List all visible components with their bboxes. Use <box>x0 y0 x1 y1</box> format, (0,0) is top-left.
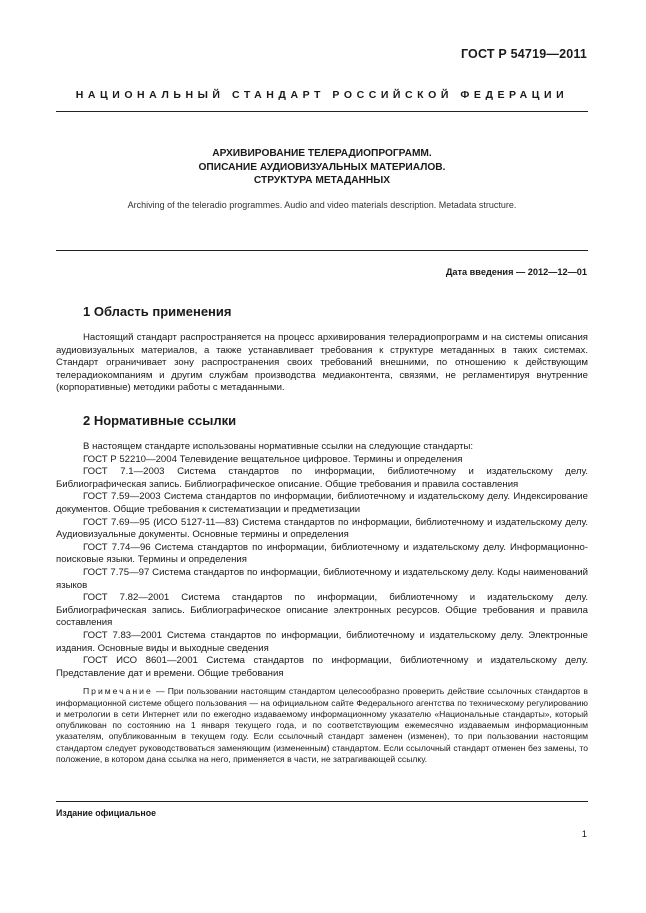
document-code: ГОСТ Р 54719—2011 <box>460 47 587 61</box>
reference-item: ГОСТ 7.1—2003 Система стандартов по информации, библиотечному и издательскому делу. Библиографическая запись. Библиографическое описание. Общие требования и правила составления <box>56 466 588 490</box>
footer-rule <box>56 801 588 802</box>
reference-item: ГОСТ 7.82—2001 Система стандартов по информации, библиотечному и издательскому делу. Библиографическая запись. Библиографическое описание электронных ресурсов. Общие требования и правила составления <box>56 592 588 629</box>
official-edition-label: Издание официальное <box>56 808 156 818</box>
document-title <box>56 147 588 188</box>
reference-item: ГОСТ Р 52210—2004 Телевидение вещательное цифровое. Термины и определения <box>83 453 463 465</box>
reference-item: ГОСТ 7.59—2003 Система стандартов по информации, библиотечному и издательскому делу. Индексирование документов. Общие требования к систематизации и предметизации <box>56 491 588 515</box>
reference-item: ГОСТ 7.69—95 (ИСО 5127-11—83) Система стандартов по информации, библиотечному и издательскому делу. Аудиовизуальные документы. Основные термины и определения <box>56 516 588 541</box>
reference-item: В настоящем стандарте использованы нормативные ссылки на следующие стандарты: <box>83 441 474 452</box>
note-label: Примечание <box>83 686 153 697</box>
note-text: — При пользовании настоящим стандартом целесообразно проверить действие ссылочных стандартов в информационной системе общего пользования — на официальном сайте Федерального агентства по техническому регулированию и метрологии в сети Интернет или по ежегодно издаваемому информационному указателю «Национальные стандарты», который опубликован по состоянию на 1 января текущего года, и по соответствующим ежемесячно издаваемым информационным указателям, опубликованным в текущем году. Если ссылочный стандарт заменен (изменен), то при пользовании настоящим стандартом следует руководствоваться заменяющим (измененным) стандартом. Если ссылочный стандарт отменен без замены, то положение, в котором дана ссылка на него, применяется в части, не затрагивающей ссылку. <box>56 686 588 765</box>
title-rule <box>56 250 588 251</box>
national-standard-banner: НАЦИОНАЛЬНЫЙ СТАНДАРТ РОССИЙСКОЙ ФЕДЕРАЦИИ <box>75 89 569 101</box>
reference-item: ГОСТ 7.75—97 Система стандартов по информации, библиотечному и издательскому делу. Коды наименований языков <box>56 566 588 591</box>
header-rule <box>56 111 588 112</box>
introduction-date: Дата введения — 2012—12—01 <box>445 267 587 277</box>
section-heading: 1 Область применения <box>83 304 232 319</box>
reference-item: ГОСТ 7.74—96 Система стандартов по информации, библиотечному и издательскому делу. Информационно-поисковые языки. Термины и определения <box>56 541 588 566</box>
reference-item: ГОСТ ИСО 8601—2001 Система стандартов по информации, библиотечному и издательскому делу. Представление дат и времени. Общие требования <box>56 655 588 679</box>
section-heading: 2 Нормативные ссылки <box>83 413 237 428</box>
reference-item: ГОСТ 7.83—2001 Система стандартов по информации, библиотечному и издательскому делу. Электронные издания. Основные виды и выходные сведения <box>56 629 588 654</box>
section-paragraph: Настоящий стандарт распространяется на процесс архивирования телерадиопрограмм и на системы описания аудиовизуальных материалов, а также устанавливает требования к структуре метаданных в таких системах. Стандарт ограничивает зону распространения своих требований внешними, по отношению к действующим телерадиокомпаниям и другим службам производства медиаконтента, связями, не регламентируя внутренние (корпоративные) методики работы с метаданными. <box>56 332 588 394</box>
page-number: 1 <box>581 829 587 840</box>
section-normative-references <box>56 413 588 765</box>
section-scope <box>56 304 588 395</box>
english-title: Archiving of the teleradio programmes. Audio and video materials description. Metadata structure. <box>127 200 517 210</box>
title-line: СТРУКТУРА МЕТАДАННЫХ <box>253 175 391 186</box>
title-line: АРХИВИРОВАНИЕ ТЕЛЕРАДИОПРОГРАММ. <box>212 148 432 159</box>
note <box>56 686 588 765</box>
title-line: ОПИСАНИЕ АУДИОВИЗУАЛЬНЫХ МАТЕРИАЛОВ. <box>198 161 446 173</box>
